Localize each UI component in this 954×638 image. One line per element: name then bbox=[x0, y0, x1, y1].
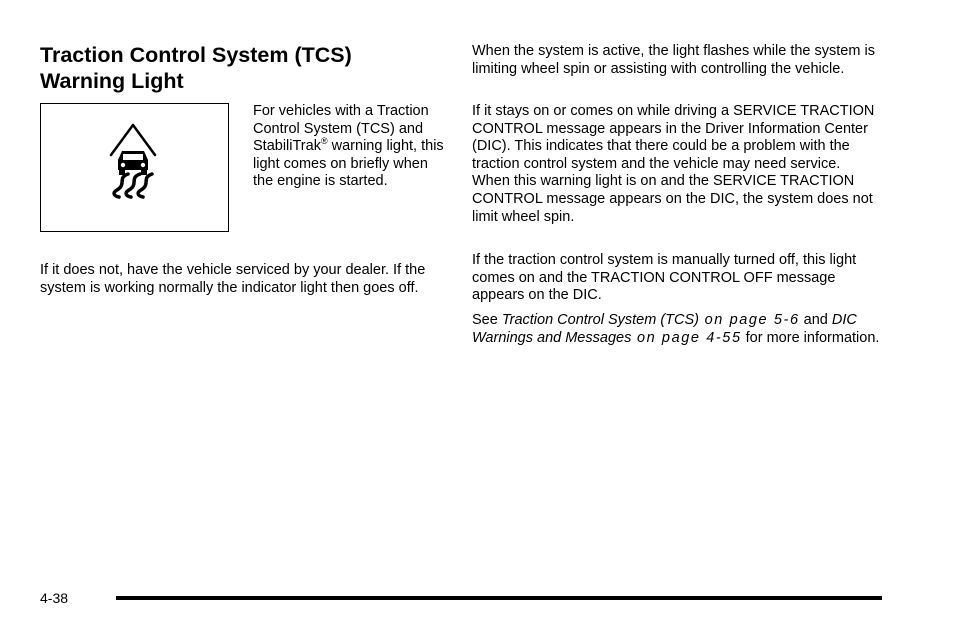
section-heading: Traction Control System (TCS) Warning Light bbox=[40, 43, 352, 93]
active-system-paragraph: When the system is active, the light flashes while the system is limiting wheel spin or assisting with controlling the vehicle. bbox=[472, 43, 875, 77]
see-also-paragraph: See Traction Control System (TCS) on page 5-6 and DIC Warnings and Messages on page 4-55 for more information. bbox=[472, 312, 880, 346]
dic-reference-link[interactable]: DIC Warnings and Messages bbox=[472, 312, 857, 346]
dic-reference-page[interactable]: on page 4-55 bbox=[631, 329, 742, 346]
dealer-service-paragraph: If it does not, have the vehicle serviced by your dealer. If the system is working normally the indicator light then goes off. bbox=[40, 262, 426, 296]
page-number: 4-38 bbox=[40, 590, 69, 606]
registered-mark: ® bbox=[320, 136, 328, 147]
traction-control-warning-icon bbox=[41, 104, 228, 231]
warning-light-image bbox=[40, 103, 229, 232]
footer-rule bbox=[116, 596, 882, 600]
intro-paragraph: For vehicles with a Traction Control System (TCS) and StabiliTrak® warning light, this light comes on briefly when the engine is started. bbox=[253, 103, 444, 190]
manual-off-paragraph: If the traction control system is manually turned off, this light comes on and the TRACTION CONTROL OFF message appears on the DIC. bbox=[472, 252, 857, 304]
service-message-paragraph: If it stays on or comes on while driving a SERVICE TRACTION CONTROL message appears in the Driver Information Center (DIC). This indicates that there could be a problem with the traction control system and the vehicle may need service. When this warning light is on and the SERVICE TRACTION CONTROL message appears on the DIC, the system does not limit wheel spin. bbox=[472, 103, 875, 225]
tcs-reference-page[interactable]: on page 5-6 bbox=[698, 312, 800, 328]
tcs-reference-link[interactable]: Traction Control System (TCS) bbox=[501, 312, 699, 328]
